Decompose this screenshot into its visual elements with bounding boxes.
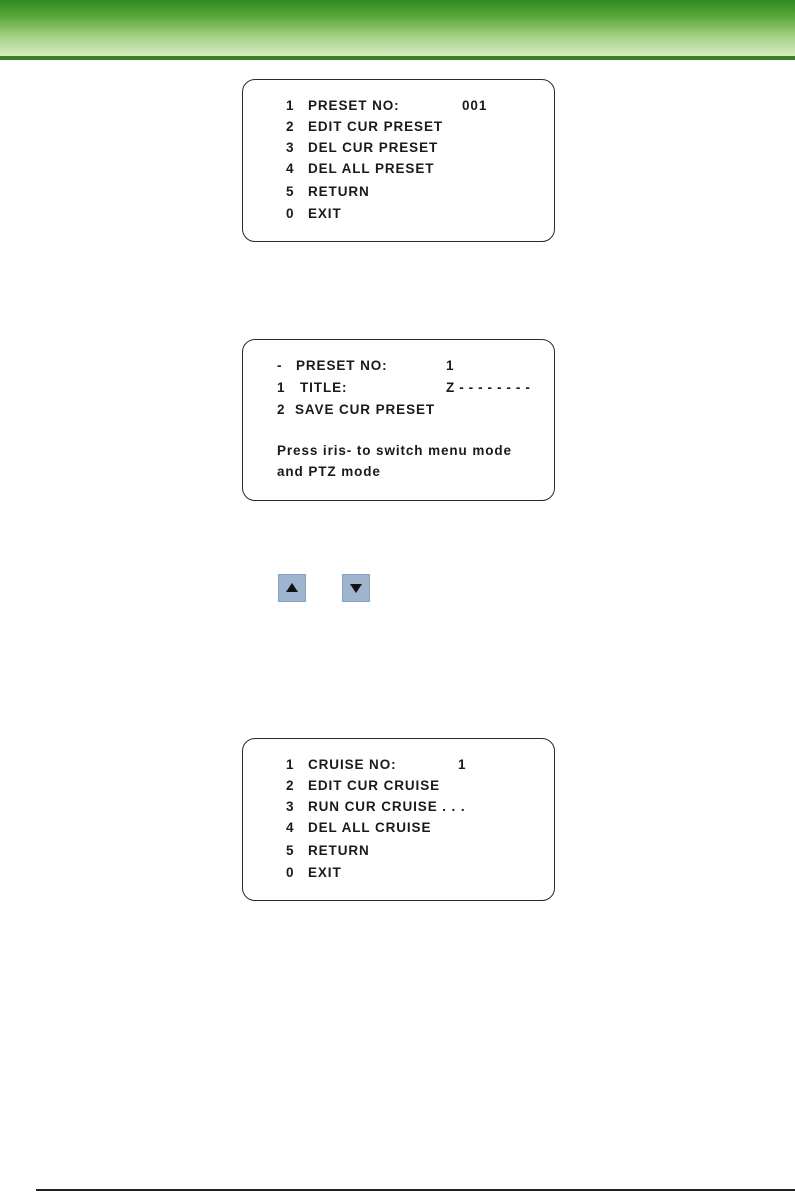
menu-label: EXIT xyxy=(308,865,342,880)
menu-num: 1 xyxy=(286,757,295,772)
menu-label: PRESET NO: xyxy=(296,358,388,373)
menu-num: 0 xyxy=(286,206,295,221)
cruise-menu-box xyxy=(242,738,555,901)
menu-label: RUN CUR CRUISE . . . xyxy=(308,799,466,814)
menu-label: EDIT CUR CRUISE xyxy=(308,778,441,793)
menu-label: TITLE: xyxy=(300,380,348,395)
menu-label: RETURN xyxy=(308,184,370,199)
header-rule xyxy=(0,56,795,60)
mode-note-line-1: Press iris- to switch menu mode xyxy=(277,443,512,458)
edit-preset-menu-box xyxy=(242,339,555,501)
menu-num: 2 xyxy=(286,778,295,793)
menu-num: 3 xyxy=(286,799,295,814)
menu-label: RETURN xyxy=(308,843,370,858)
menu-value: 1 xyxy=(446,358,455,373)
preset-menu-box xyxy=(242,79,555,242)
menu-label: PRESET NO: xyxy=(308,98,400,113)
menu-label: SAVE CUR PRESET xyxy=(295,402,436,417)
title-value: Z - - - - - - - - xyxy=(446,380,531,395)
menu-label: EXIT xyxy=(308,206,342,221)
menu-num: 2 xyxy=(286,119,295,134)
triangle-down-icon xyxy=(343,575,369,601)
menu-num: - xyxy=(277,358,283,373)
menu-num: 5 xyxy=(286,843,295,858)
menu-label: DEL ALL CRUISE xyxy=(308,820,432,835)
menu-num: 1 xyxy=(286,98,295,113)
down-arrow-button[interactable] xyxy=(342,574,370,602)
mode-note-line-2: and PTZ mode xyxy=(277,464,381,479)
menu-label: DEL CUR PRESET xyxy=(308,140,439,155)
menu-num: 0 xyxy=(286,865,295,880)
triangle-up-icon xyxy=(279,575,305,601)
menu-num: 3 xyxy=(286,140,295,155)
menu-value: 001 xyxy=(462,98,488,113)
menu-num: 1 xyxy=(277,380,286,395)
footer-rule xyxy=(36,1189,795,1191)
menu-num: 4 xyxy=(286,820,295,835)
menu-num: 4 xyxy=(286,161,295,176)
menu-num: 5 xyxy=(286,184,295,199)
menu-label: EDIT CUR PRESET xyxy=(308,119,444,134)
menu-label: CRUISE NO: xyxy=(308,757,397,772)
up-arrow-button[interactable] xyxy=(278,574,306,602)
menu-label: DEL ALL PRESET xyxy=(308,161,435,176)
menu-value: 1 xyxy=(458,757,467,772)
menu-num: 2 xyxy=(277,402,286,417)
header-band xyxy=(0,0,795,56)
